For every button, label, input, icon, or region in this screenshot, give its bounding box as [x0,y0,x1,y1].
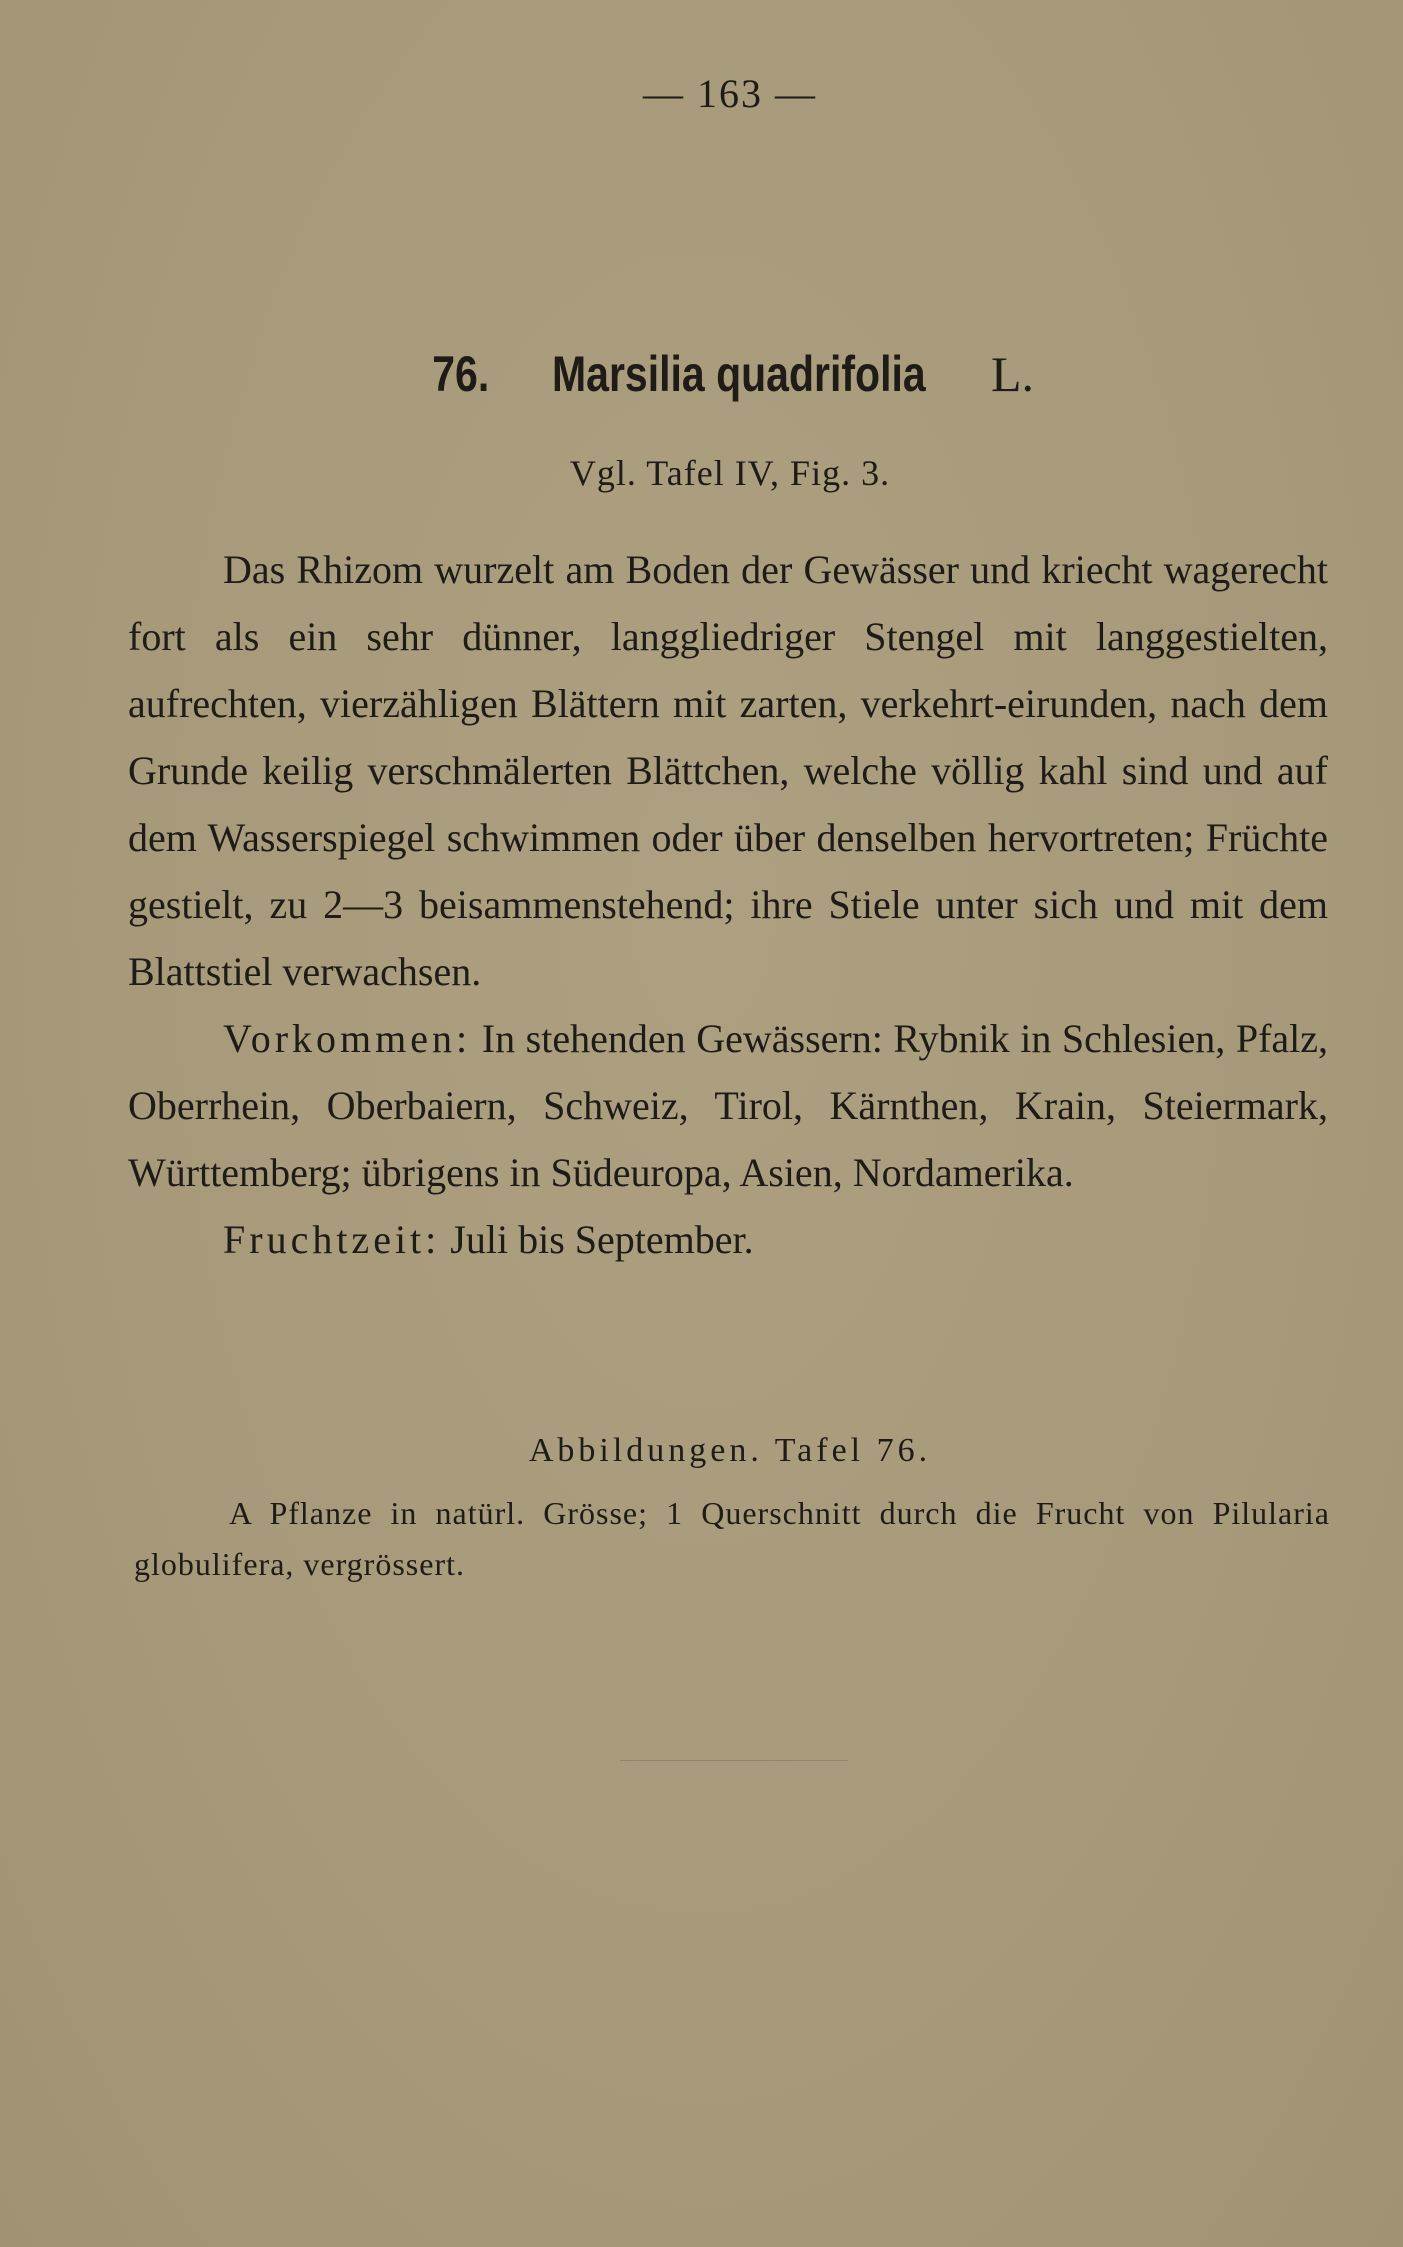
species-heading [0,345,1403,403]
fruiting-label: Fruchtzeit: [223,1217,441,1262]
figures-caption-block [134,1488,1330,1590]
occurrence-text: In stehenden Gewässern: Rybnik in Schlesien, Pfalz, Oberrhein, Oberbaiern, Schweiz, Tirol, Kärnthen, Krain, Steiermark, Württemberg; übrigens in Südeuropa, Asien, Nordamerika. [128,1016,1329,1195]
figures-caption: A Pflanze in natürl. Grösse; 1 Querschnitt durch die Frucht von Pilularia globulifera, vergrössert. [134,1495,1330,1582]
species-name: Marsilia quadrifolia [552,346,927,402]
occurrence-paragraph [128,1005,1328,1206]
species-description-block [128,536,1328,1273]
species-author: L. [990,346,1035,402]
figures-heading: Abbildungen. Tafel 76. [528,1432,932,1469]
occurrence-label: Vorkommen: [223,1016,472,1061]
fruiting-text: Juli bis September. [450,1217,754,1262]
section-divider [620,1760,848,1761]
description-paragraph: Das Rhizom wurzelt am Boden der Gewässer und kriecht wagerecht fort als ein sehr dünner, langgliedriger Stengel mit langgestielten, aufrechten, vierzähligen Blättern mit zarten, verkehrt-eirunden, nach dem Grunde keilig verschmälerten Blättchen, welche völlig kahl sind und auf dem Wasserspiegel schwimmen oder über denselben hervortreten; Früchte gestielt, zu 2—3 beisammenstehend; ihre Stiele unter sich und mit dem Blattstiel verwachsen. [128,547,1328,994]
page-number: — 163 — [643,71,817,116]
plate-reference: Vgl. Tafel IV, Fig. 3. [569,453,891,493]
species-number: 76. [432,346,490,402]
fruiting-paragraph [128,1206,1328,1273]
